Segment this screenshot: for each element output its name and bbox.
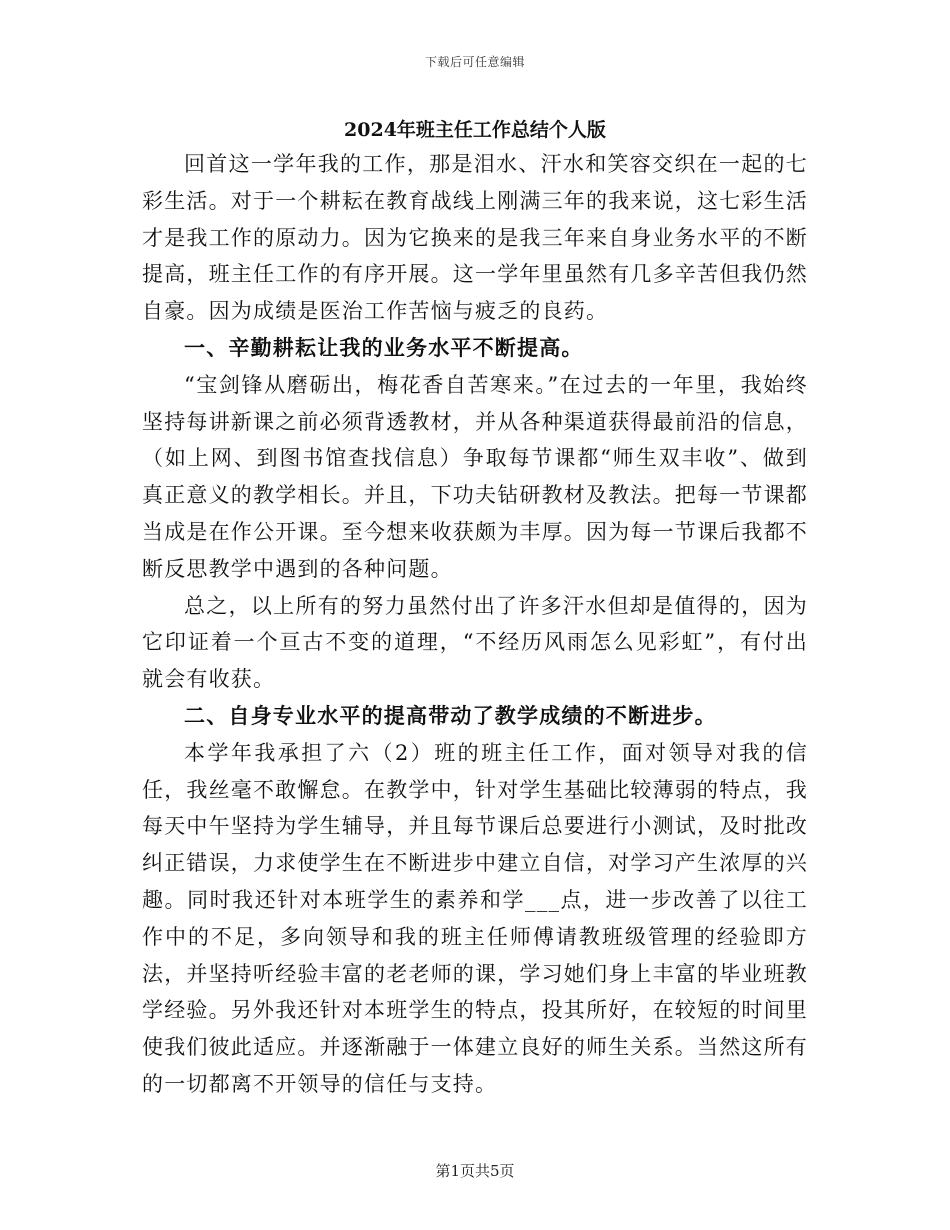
paragraph-intro: 回首这一学年我的工作，那是泪水、汗水和笑容交织在一起的七彩生活。对于一个耕耘在教育战线上刚满三年的我来说，这七彩生活才是我工作的原动力。因为它换来的是我三年来自身业务水平的不断提高，班主任工作的有序开展。这一学年里虽然有几多辛苦但我仍然自豪。因为成绩是医治工作苦恼与疲乏的良药。 — [142, 152, 808, 324]
paragraph-section1-b: 总之，以上所有的努力虽然付出了许多汗水但却是值得的，因为它印证着一个亘古不变的道理，“不经历风雨怎么见彩虹”，有付出就会有收获。 — [142, 593, 808, 692]
paragraph-section1-a: “宝剑锋从磨砺出，梅花香自苦寒来。”在过去的一年里，我始终坚持每讲新课之前必须背透教材，并从各种渠道获得最前沿的信息，（如上网、到图书馆查找信息）争取每节课都“师生双丰收”、做到真正意义的教学相长。并且，下功夫钻研教材及教法。把每一节课都当成是在作公开课。至今想来收获颇为丰厚。因为每一节课后我都不断反思教学中遇到的各种问题。 — [142, 372, 808, 581]
section-heading-2: 二、自身专业水平的提高带动了教学成绩的不断进步。 — [184, 702, 717, 728]
document-title: 2024年班主任工作总结个人版 — [344, 119, 606, 141]
page-number-footer: 第1页共5页 — [435, 1162, 515, 1180]
header-note: 下载后可任意编辑 — [424, 55, 525, 69]
paragraph-section2-a: 本学年我承担了六（2）班的班主任工作，面对领导对我的信任，我丝毫不敢懈怠。在教学中，针对学生基础比较薄弱的特点，我每天中午坚持为学生辅导，并且每节课后总要进行小测试，及时批改纠正错误，力求使学生在不断进步中建立自信，对学习产生浓厚的兴趣。同时我还针对本班学生的素养和学___点，进一步改善了以往工作中的不足，多向领导和我的班主任师傅请教班级管理的经验即方法，并坚持听经验丰富的老老师的课，学习她们身上丰富的毕业班教学经验。另外我还针对本班学生的特点，投其所好，在较短的时间里使我们彼此适应。并逐渐融于一体建立良好的师生关系。当然这所有的一切都离不开领导的信任与支持。 — [142, 740, 808, 1096]
document-body — [142, 146, 808, 1103]
section-heading-1: 一、辛勤耕耘让我的业务水平不断提高。 — [184, 334, 584, 360]
